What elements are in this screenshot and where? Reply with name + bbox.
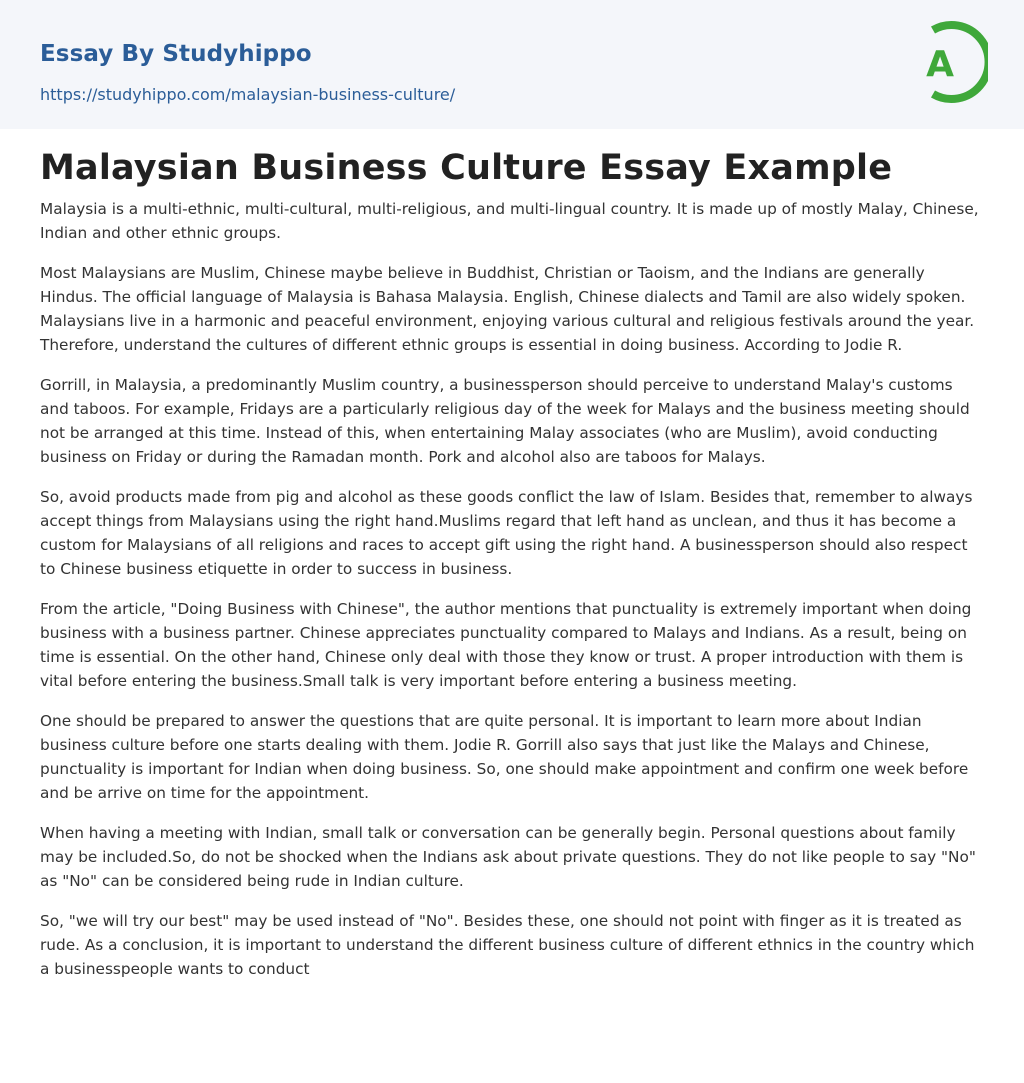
studyhippo-logo-icon[interactable] <box>908 18 988 106</box>
site-header <box>0 0 1024 129</box>
paragraph: Gorrill, in Malaysia, a predominantly Muslim country, a businessperson should perceive to understand Malay's customs and taboos. For example, Fridays are a particularly religious day of the week for Malays and the business meeting should not be arranged at this time. Instead of this, when entertaining Malay associates (who are Muslim), avoid conducting business on Friday or during the Ramadan month. Pork and alcohol also are taboos for Malays. <box>40 376 970 466</box>
paragraph: Malaysia is a multi-ethnic, multi-cultural, multi-religious, and multi-lingual country. It is made up of mostly Malay, Chinese, Indian and other ethnic groups. <box>40 200 979 242</box>
article <box>40 146 984 981</box>
paragraph: Most Malaysians are Muslim, Chinese maybe believe in Buddhist, Christian or Taoism, and the Indians are generally Hindus. The official language of Malaysia is Bahasa Malaysia. English, Chinese dialects and Tamil are also widely spoken. Malaysians live in a harmonic and peaceful environment, enjoying various cultural and religious festivals around the year. Therefore, understand the cultures of different ethnic groups is essential in doing business. According to Jodie R. <box>40 264 975 354</box>
page-title: Malaysian Business Culture Essay Example <box>40 148 893 188</box>
paragraph: From the article, "Doing Business with Chinese", the author mentions that punctuality is extremely important when doing business with a business partner. Chinese appreciates punctuality compared to Malays and Indians. As a result, being on time is essential. On the other hand, Chinese only deal with those they know or trust. A proper introduction with them is vital before entering the business.Small talk is very important before entering a business meeting. <box>40 600 972 690</box>
page-url-link[interactable]: https://studyhippo.com/malaysian-business-culture/ <box>40 85 456 104</box>
paragraph: So, avoid products made from pig and alcohol as these goods conflict the law of Islam. Besides that, remember to always accept things from Malaysians using the right hand.Muslims regard that left hand as unclean, and thus it has become a custom for Malaysians of all religions and races to accept gift using the right hand. A businessperson should also respect to Chinese business etiquette in order to success in business. <box>40 488 973 578</box>
site-brand[interactable]: Essay By Studyhippo <box>40 41 312 67</box>
paragraph: So, "we will try our best" may be used instead of "No". Besides these, one should not point with finger as it is treated as rude. As a conclusion, it is important to understand the different business culture of different ethnics in the country which a businesspeople wants to conduct <box>40 912 975 978</box>
logo-letter: A <box>926 44 954 85</box>
paragraph: One should be prepared to answer the questions that are quite personal. It is important to learn more about Indian business culture before one starts dealing with them. Jodie R. Gorrill also says that just like the Malays and Chinese, punctuality is important for Indian when doing business. So, one should make appointment and confirm one week before and be arrive on time for the appointment. <box>40 712 969 802</box>
paragraph: When having a meeting with Indian, small talk or conversation can be generally begin. Personal questions about family may be included.So, do not be shocked when the Indians ask about private questions. They do not like people to say "No" as "No" can be considered being rude in Indian culture. <box>40 824 976 890</box>
